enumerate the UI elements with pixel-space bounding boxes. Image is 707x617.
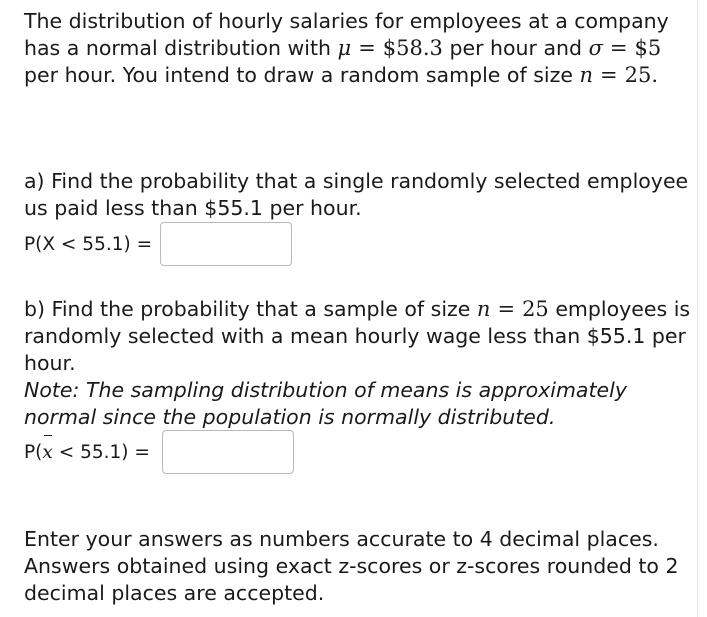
n-symbol: n: [476, 297, 491, 321]
mean-value: $58.3: [382, 36, 443, 60]
xbar-symbol: x: [42, 430, 52, 476]
sample-size-value: 25: [522, 297, 549, 321]
part-b-note-1: Note: The sampling distribution of means is approximately: [24, 378, 627, 402]
mu-symbol: μ: [337, 36, 352, 60]
sample-size-value: 25: [624, 63, 652, 87]
instructions-line-3: decimal places are accepted.: [24, 581, 325, 605]
equals-sign: =: [600, 63, 618, 87]
n-symbol: n: [579, 63, 593, 87]
part-b-line-3: hour.: [24, 351, 76, 375]
part-a-line-1: a) Find the probability that a single randomly selected employee: [24, 169, 689, 193]
part-b-answer-row: [24, 430, 150, 476]
part-a-question: [24, 168, 696, 222]
intro-line-2: has a normal distribution with μ = $58.3 per hour and σ = $5: [24, 36, 662, 60]
content-border: [697, 0, 698, 617]
instructions-line-2: Answers obtained using exact z-scores or z-scores rounded to 2: [24, 554, 679, 578]
part-a-answer-row: [24, 222, 152, 268]
part-b-question: [24, 296, 696, 431]
part-b-line-1: b) Find the probability that a sample of size n = 25 employees is: [24, 297, 691, 321]
instructions-line-1: Enter your answers as numbers accurate to 4 decimal places.: [24, 527, 659, 551]
part-a-line-2: us paid less than $55.1 per hour.: [24, 196, 362, 220]
equals-sign: =: [497, 297, 516, 321]
part-b-prompt: P(x < 55.1) =: [24, 430, 150, 476]
equals-sign: =: [358, 36, 376, 60]
part-a-answer-input[interactable]: [160, 222, 292, 266]
equals-sign: =: [609, 36, 628, 60]
intro-line-1: The distribution of hourly salaries for employees at a company: [24, 9, 669, 33]
problem-intro: [24, 8, 696, 89]
part-b-note-2: normal since the population is normally distributed.: [24, 405, 556, 429]
part-b-answer-input[interactable]: [162, 430, 294, 474]
part-a-prompt: P(X < 55.1) =: [24, 234, 153, 255]
part-b-line-2: randomly selected with a mean hourly wage less than $55.1 per: [24, 324, 686, 348]
answer-instructions: [24, 526, 696, 607]
sd-value: $5: [634, 36, 662, 60]
intro-line-3: per hour. You intend to draw a random sample of size n = 25.: [24, 63, 659, 87]
sigma-symbol: σ: [588, 36, 603, 60]
